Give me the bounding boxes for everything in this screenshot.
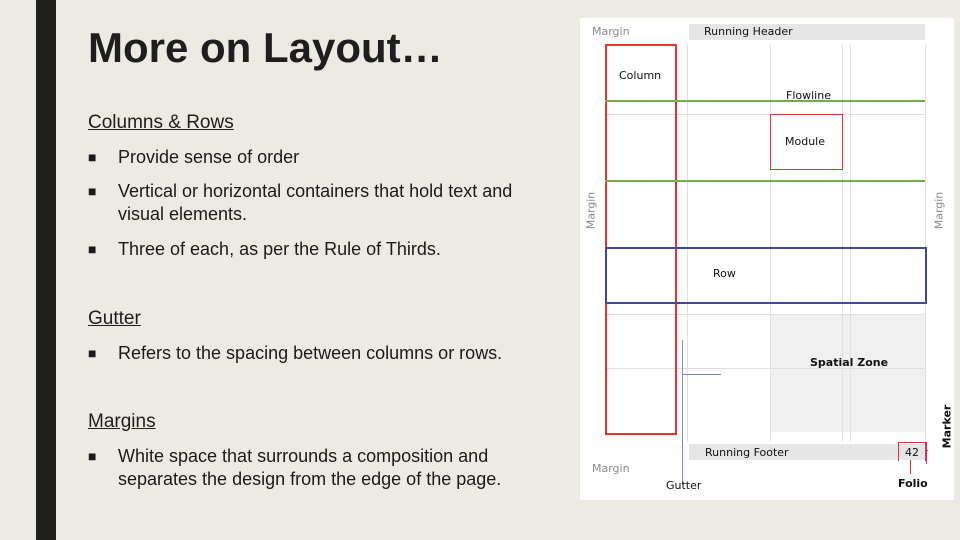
grid-line [850,44,851,442]
bullet-text: Vertical or horizontal containers that hold text and visual elements. [118,181,513,224]
accent-bar [36,0,56,540]
column-box [605,44,677,435]
bullet-item [88,342,558,365]
running-header-label: Running Header [704,25,793,38]
module-label: Module [785,135,825,148]
margin-right-label: Margin [932,191,946,230]
heading-gutter: Gutter [88,308,141,329]
margin-bottom-label: Margin [592,462,630,475]
gutter-label: Gutter [666,479,702,492]
folio-label: Folio [898,477,928,490]
row-label: Row [713,267,736,280]
layout-grid-diagram [580,18,954,500]
flowline-label: Flowline [786,89,831,102]
bullet-square-icon: ■ [88,345,97,361]
flowline-top [605,100,925,102]
bullet-text: Refers to the spacing between columns or rows. [118,343,503,363]
bullet-item [88,238,558,261]
bullet-item [88,445,558,491]
grid-line [687,44,688,442]
bullet-square-icon: ■ [88,448,97,464]
gutter-indicator-tick [682,374,721,375]
spatial-zone-label: Spatial Zone [810,356,889,369]
grid-line [770,44,771,442]
bullet-square-icon: ■ [88,183,97,199]
column-label: Column [619,69,662,82]
bullet-item [88,146,558,169]
margin-top-label: Margin [592,25,630,38]
folio-pointer [910,460,911,474]
gutter-indicator-line [682,340,683,485]
grid-line [842,44,843,442]
bullet-item [88,180,558,226]
bullet-text: Three of each, as per the Rule of Thirds. [118,239,441,259]
marker-label: Marker [940,404,954,449]
bullet-square-icon: ■ [88,149,97,165]
row-box [605,247,927,304]
flowline-bottom [605,180,925,182]
slide-title: More on Layout… [88,24,443,71]
grid-line [925,44,926,442]
margin-left-label: Margin [584,191,598,230]
spatial-zone-area [770,314,925,432]
bullet-text: White space that surrounds a composition and separates the design from the edge of the page. [118,446,502,489]
page-number: 42 [905,446,919,459]
bullet-square-icon: ■ [88,241,97,257]
heading-columns-rows: Columns & Rows [88,112,234,133]
heading-margins: Margins [88,411,156,432]
marker-line [926,442,927,464]
bullet-text: Provide sense of order [118,147,300,167]
running-footer-label: Running Footer [705,446,789,459]
